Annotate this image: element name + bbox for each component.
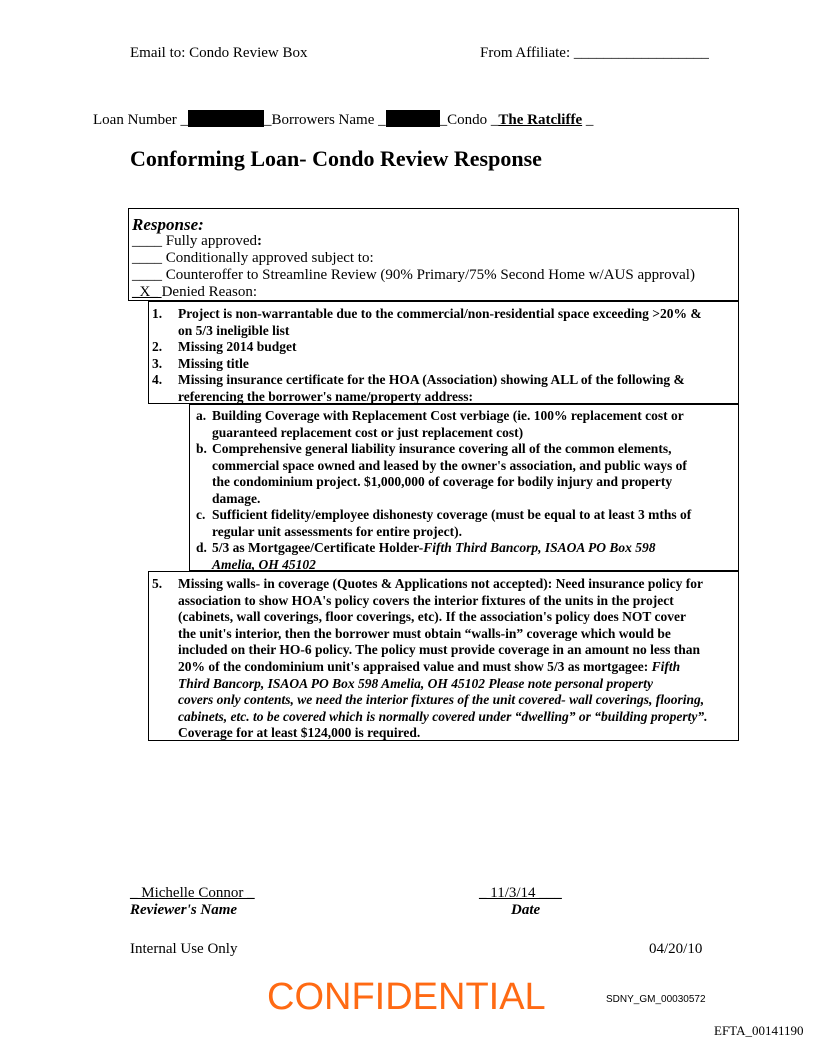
condition-text: on 5/3 ineligible list: [178, 322, 290, 338]
mortgagee-address: Amelia, OH 45102: [212, 556, 316, 572]
response-heading: Response:: [132, 215, 204, 234]
option-fully-approved: [132, 233, 262, 250]
sub-condition-letter: a.: [196, 408, 207, 423]
condition-5-box: [148, 571, 739, 741]
sub-condition-text: commercial space owned and leased by the owner's association, and public ways of: [212, 457, 687, 473]
condition-text: covers only contents, we need the interior fixtures of the unit covered- wall coverings, flooring,: [178, 692, 705, 708]
condition-number: 2.: [152, 339, 163, 354]
sub-condition-text: [212, 540, 655, 557]
sub-condition-text: guaranteed replacement cost or just replacement cost): [212, 424, 524, 440]
mortgagee-address: Fifth Third Bancorp, ISAOA PO Box 598: [423, 540, 656, 555]
sub-condition-text: Comprehensive general liability insurance covering all of the common elements,: [212, 441, 672, 456]
redaction-bar: [386, 110, 440, 127]
reviewer-name-label: Reviewer's Name: [130, 902, 238, 918]
option-mark: ____: [132, 267, 166, 283]
condition-text: [178, 659, 680, 676]
conditions-box: [148, 301, 739, 404]
condition-text: referencing the borrower's name/property address:: [178, 388, 473, 404]
condition-text: Missing walls- in coverage (Quotes & Applications not accepted): Need insurance policy for: [178, 576, 703, 591]
condition-text: Missing 2014 budget: [178, 339, 297, 354]
review-date-label: Date: [511, 902, 541, 918]
option-mark: ____: [132, 233, 166, 249]
loan-info-line: [93, 110, 593, 129]
efta-number: EFTA_00141190: [714, 1023, 804, 1038]
sub-condition-text: regular unit assessments for entire project).: [212, 523, 462, 539]
option-label: Counteroffer to Streamline Review (90% Primary/75% Second Home w/AUS approval): [165, 267, 695, 283]
option-conditionally-approved: [132, 250, 374, 267]
condition-text: association to show HOA's policy covers the interior fixtures of the units in the project: [178, 592, 674, 608]
email-to-line: Email to: Condo Review Box: [130, 45, 308, 61]
condo-label: _Condo: [439, 112, 491, 128]
review-date-value: _ 11/3/14 ___: [479, 885, 562, 901]
bates-number: SDNY_GM_00030572: [606, 994, 706, 1005]
condition-text: cabinets, etc. to be covered which is normally covered under “dwelling” or “building property”.: [178, 708, 708, 724]
condition-text: Project is non-warrantable due to the commercial/non-residential space exceeding >20% &: [178, 306, 702, 321]
sub-condition-letter: b.: [196, 441, 207, 456]
borrowers-name-label: _Borrowers Name _: [263, 112, 386, 128]
reviewer-name-value: _ Michelle Connor _: [130, 885, 255, 901]
response-box: [128, 208, 739, 301]
internal-use-label: Internal Use Only: [130, 941, 238, 957]
condition-text: Missing title: [178, 356, 249, 371]
condition-text-plain: 20% of the condominium unit's appraised value and must show 5/3 as mortgagee:: [178, 659, 652, 674]
condition-number: 1.: [152, 306, 163, 321]
form-version-date: 04/20/10: [649, 941, 703, 957]
loan-number-label: Loan Number _: [93, 112, 188, 128]
condition-number: 3.: [152, 356, 163, 371]
sub-condition-letter: d.: [196, 540, 207, 555]
condition-text: Coverage for at least $124,000 is required.: [178, 725, 421, 741]
page-title: Conforming Loan- Condo Review Response: [130, 146, 542, 171]
option-counteroffer: [132, 267, 695, 284]
sub-condition-text: the condominium project. $1,000,000 of coverage for bodily injury and property: [212, 474, 673, 490]
condition-text-italic: Fifth: [651, 659, 681, 674]
condition-text: (cabinets, wall coverings, floor coverings, etc). If the association's policy does NOT cover: [178, 609, 686, 625]
sub-condition-letter: c.: [196, 507, 206, 522]
option-suffix: :: [257, 233, 262, 249]
condition-text: Missing insurance certificate for the HOA (Association) showing ALL of the following &: [178, 372, 685, 387]
from-affiliate-line: From Affiliate: __________________: [480, 45, 709, 61]
condition-text: Third Bancorp, ISAOA PO Box 598 Amelia, OH 45102 Please note personal property: [178, 675, 654, 691]
option-mark-checked: _X_: [132, 284, 162, 300]
condition-text: the unit's interior, then the borrower must obtain “walls-in” coverage which would be: [178, 625, 671, 641]
sub-conditions-box: [189, 404, 739, 571]
sub-condition-text: Sufficient fidelity/employee dishonesty coverage (must be equal to at least 3 mths of: [212, 507, 692, 522]
option-label: Denied Reason:: [161, 284, 257, 300]
redaction-bar: [188, 110, 264, 127]
condition-number: 4.: [152, 372, 163, 387]
condo-underline: _: [582, 112, 594, 128]
option-label: Conditionally approved subject to:: [165, 250, 374, 266]
condo-name: The Ratcliffe: [498, 112, 583, 128]
option-denied: [132, 284, 257, 301]
confidential-stamp: CONFIDENTIAL: [267, 976, 546, 1018]
option-label: Fully approved: [165, 233, 257, 249]
mortgagee-label: 5/3 as Mortgagee/Certificate Holder-: [212, 540, 424, 555]
sub-condition-text: damage.: [212, 490, 261, 506]
condition-text: included on their HO-6 policy. The policy must provide coverage in an amount no less than: [178, 642, 701, 658]
condo-underline: _: [490, 112, 499, 128]
condition-number: 5.: [152, 576, 163, 591]
option-mark: ____: [132, 250, 166, 266]
sub-condition-text: Building Coverage with Replacement Cost verbiage (ie. 100% replacement cost or: [212, 408, 684, 423]
